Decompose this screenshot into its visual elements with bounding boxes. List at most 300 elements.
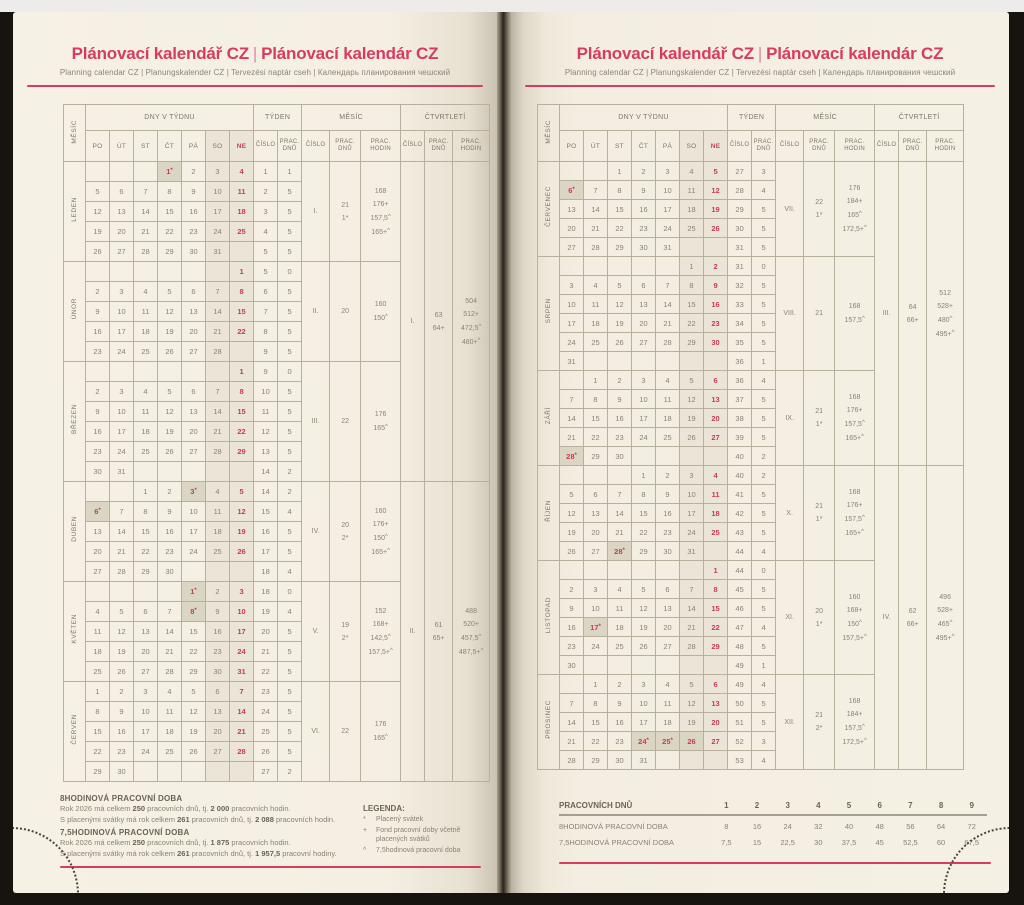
day-cell: 4 (134, 382, 158, 402)
month-hours-cell: 168 176+ 157,5^ 165+^ (835, 466, 875, 561)
col-prac-hodin: PRAC. HODIN (927, 131, 964, 162)
day-cell: 15 (134, 522, 158, 542)
day-cell (560, 675, 584, 694)
day-cell: 8 (158, 182, 182, 202)
conversion-value: 56 (906, 821, 915, 831)
conversion-value: 7,5 (721, 837, 732, 847)
day-cell: 5 (632, 580, 656, 599)
day-cell: 25 (86, 662, 110, 682)
month-name: ŘÍJEN (538, 466, 560, 561)
day-cell: 28 (584, 238, 608, 257)
day-cell (134, 162, 158, 182)
day-cell (656, 257, 680, 276)
day-cell: 15 (584, 713, 608, 732)
week-number-cell: 27 (254, 762, 278, 782)
day-cell: 1 (608, 162, 632, 181)
day-cell (182, 362, 206, 382)
day-cell: 30 (632, 238, 656, 257)
conversion-row-label: 8HODINOVÁ PRACOVNÍ DOBA (559, 821, 668, 831)
legend-text: Placený svátek (376, 816, 424, 823)
day-cell: 7 (134, 182, 158, 202)
day-cell: 27 (632, 333, 656, 352)
col-prac-dnu: PRAC. DNŮ (752, 131, 776, 162)
day-cell (230, 762, 254, 782)
week-number-cell: 30 (728, 219, 752, 238)
day-cell: 15 (182, 622, 206, 642)
conversion-value: 32 (814, 821, 823, 831)
day-cell: 18 (134, 422, 158, 442)
day-cell: 13 (704, 694, 728, 713)
day-cell: 16 (206, 622, 230, 642)
day-cell: 14 (560, 409, 584, 428)
day-cell: 1 (632, 466, 656, 485)
day-cell: 10 (584, 599, 608, 618)
month-workdays-cell: 20 (330, 262, 361, 362)
day-cell: 27 (704, 732, 728, 751)
day-cell: 30 (704, 333, 728, 352)
day-cell: 12 (680, 694, 704, 713)
day-cell (632, 257, 656, 276)
day-cell: 9 (608, 390, 632, 409)
day-cell: 19 (632, 618, 656, 637)
day-cell: 8 (680, 276, 704, 295)
day-cell: 15 (704, 599, 728, 618)
day-cell (134, 582, 158, 602)
day-cell: 23 (182, 222, 206, 242)
day-cell: 21 (134, 222, 158, 242)
day-cell (158, 762, 182, 782)
quarter-hours-cell: 512 528+ 480^ 495+^ (927, 162, 964, 466)
day-cell: 27 (182, 342, 206, 362)
month-roman-cell: IX. (776, 371, 804, 466)
month-workdays-cell: 20 2* (330, 482, 361, 582)
day-cell: 4 (656, 675, 680, 694)
day-cell: 25 (158, 742, 182, 762)
day-cell (656, 751, 680, 770)
day-cell (86, 482, 110, 502)
week-workdays-cell: 5 (752, 238, 776, 257)
day-cell: 11 (158, 702, 182, 722)
conversion-value: 30 (814, 837, 823, 847)
week-workdays-cell: 5 (278, 682, 302, 702)
week-workdays-cell: 0 (752, 561, 776, 580)
week-workdays-cell: 5 (278, 662, 302, 682)
day-cell (206, 262, 230, 282)
week-workdays-cell: 5 (752, 428, 776, 447)
day-cell (230, 242, 254, 262)
day-cell: 19 (680, 713, 704, 732)
week-workdays-cell: 5 (278, 382, 302, 402)
day-cell: 3 (632, 371, 656, 390)
day-cell (206, 362, 230, 382)
week-workdays-cell: 5 (278, 322, 302, 342)
page-subtitle: Planning calendar CZ | Planungskalender CZ | Tervezési naptár cseh | Календарь планирования чешский (59, 68, 451, 77)
day-cell: 7 (656, 276, 680, 295)
day-cell (704, 542, 728, 561)
week-number-cell: 45 (728, 580, 752, 599)
day-cell: 26 (158, 342, 182, 362)
day-cell (680, 751, 704, 770)
footer-line: Rok 2026 má celkem 250 pracovních dnů, tj. 2 000 pracovních hodin. (60, 804, 291, 813)
day-cell: 31 (230, 662, 254, 682)
day-cell: 1 (704, 561, 728, 580)
day-cell: 16 (110, 722, 134, 742)
quarter-roman-cell: I. (401, 162, 425, 482)
week-workdays-cell: 5 (278, 722, 302, 742)
day-cell: 23 (86, 342, 110, 362)
day-cell: 23 (632, 219, 656, 238)
day-cell: 18 (608, 618, 632, 637)
day-cell: 5 (680, 371, 704, 390)
col-prac-dnu: PRAC. DNŮ (804, 131, 835, 162)
day-cell: 1 (134, 482, 158, 502)
day-cell (608, 352, 632, 371)
day-cell: 30 (560, 656, 584, 675)
week-number-cell: 7 (254, 302, 278, 322)
day-cell: 5 (230, 482, 254, 502)
day-cell: 26 (560, 542, 584, 561)
month-roman-cell: V. (302, 582, 330, 682)
day-cell: 6 (584, 485, 608, 504)
day-cell: 22 (182, 642, 206, 662)
conversion-col: 6 (877, 800, 882, 810)
week-number-cell: 40 (728, 466, 752, 485)
day-header-ČT: ČT (158, 131, 182, 162)
day-cell: 17 (656, 200, 680, 219)
day-cell: 31 (656, 238, 680, 257)
day-cell: 29 (158, 242, 182, 262)
conversion-col: 4 (816, 800, 821, 810)
day-cell: 5 (608, 276, 632, 295)
day-cell: 17 (230, 622, 254, 642)
day-cell: 19 (230, 522, 254, 542)
day-cell: 28 (560, 751, 584, 770)
day-cell: 21 (656, 314, 680, 333)
group-month: MĚSÍC (776, 105, 875, 131)
day-cell (632, 656, 656, 675)
planning-calendar-table (537, 104, 964, 770)
month-hours-cell: 176 184+ 165^ 172,5+^ (835, 162, 875, 257)
day-cell: 15 (680, 295, 704, 314)
quarter-roman-cell: II. (401, 482, 425, 782)
week-workdays-cell: 5 (752, 314, 776, 333)
day-cell: 31 (110, 462, 134, 482)
day-cell: 13 (584, 504, 608, 523)
day-cell: 2 (560, 580, 584, 599)
day-cell: 24 (632, 428, 656, 447)
title-separator: | (757, 44, 763, 63)
week-workdays-cell: 5 (752, 694, 776, 713)
day-cell: 7 (584, 181, 608, 200)
week-workdays-cell: 5 (278, 642, 302, 662)
day-cell: 3 (632, 675, 656, 694)
conversion-col: 2 (754, 800, 760, 810)
day-cell: 27 (206, 742, 230, 762)
conversion-col: 7 (908, 800, 913, 810)
day-cell: 16 (560, 618, 584, 637)
day-cell: 14 (680, 599, 704, 618)
working-hours-text (60, 791, 363, 859)
day-cell: 7 (158, 602, 182, 622)
day-cell: 22 (230, 322, 254, 342)
col-cislo: ČÍSLO (254, 131, 278, 162)
day-cell (134, 362, 158, 382)
month-roman-cell: VIII. (776, 257, 804, 371)
week-number-cell: 49 (728, 675, 752, 694)
conversion-col: 3 (785, 800, 790, 810)
day-cell: 22 (230, 422, 254, 442)
day-cell: 10 (110, 302, 134, 322)
week-number-cell: 14 (254, 462, 278, 482)
day-cell: 26 (608, 333, 632, 352)
conversion-col: 5 (846, 800, 852, 810)
day-cell: 10 (134, 702, 158, 722)
week-workdays-cell: 5 (752, 333, 776, 352)
day-cell: 22 (86, 742, 110, 762)
day-cell: 27 (584, 542, 608, 561)
day-cell: 11 (704, 485, 728, 504)
week-workdays-cell: 5 (752, 295, 776, 314)
day-cell: 12 (110, 622, 134, 642)
month-roman-cell: XI. (776, 561, 804, 675)
day-cell: 6 (704, 371, 728, 390)
day-cell: 15 (584, 409, 608, 428)
day-cell: 13 (182, 402, 206, 422)
week-workdays-cell: 5 (278, 402, 302, 422)
week-number-cell: 20 (254, 622, 278, 642)
legend-title: LEGENDA: (363, 804, 405, 813)
day-cell (110, 362, 134, 382)
day-cell: 24 (656, 219, 680, 238)
day-cell: 9 (182, 182, 206, 202)
day-cell: 15 (158, 202, 182, 222)
day-cell: 19 (158, 422, 182, 442)
week-number-cell: 5 (254, 242, 278, 262)
day-cell: 6 (632, 276, 656, 295)
week-number-cell: 11 (254, 402, 278, 422)
week-workdays-cell: 5 (278, 202, 302, 222)
quarter-hours-cell: 504 512+ 472,5^ 480+^ (453, 162, 490, 482)
week-workdays-cell: 2 (278, 762, 302, 782)
conversion-value: 72 (967, 821, 976, 831)
day-cell: 8 (134, 502, 158, 522)
day-cell: 21 (560, 428, 584, 447)
day-cell: 28 (206, 342, 230, 362)
month-name: SRPEN (538, 257, 560, 371)
day-header-PÁ: PÁ (182, 131, 206, 162)
week-number-cell: 6 (254, 282, 278, 302)
day-cell: 28* (560, 447, 584, 466)
day-cell: 22 (584, 428, 608, 447)
week-number-cell: 31 (728, 257, 752, 276)
day-cell: 5 (560, 485, 584, 504)
day-cell: 28 (230, 742, 254, 762)
conversion-value: 45 (875, 837, 884, 847)
day-cell: 28 (680, 637, 704, 656)
col-mesic-vertical: MĚSÍC (64, 105, 86, 162)
week-number-cell: 22 (254, 662, 278, 682)
day-header-ST: ST (134, 131, 158, 162)
week-workdays-cell: 5 (752, 409, 776, 428)
week-number-cell: 10 (254, 382, 278, 402)
day-cell: 26 (680, 428, 704, 447)
day-cell: 15 (230, 402, 254, 422)
day-cell: 26 (680, 732, 704, 751)
day-cell: 1* (158, 162, 182, 182)
week-number-cell: 17 (254, 542, 278, 562)
week-number-cell: 9 (254, 362, 278, 382)
day-cell: 8 (632, 485, 656, 504)
day-cell: 14 (656, 295, 680, 314)
week-workdays-cell: 5 (752, 713, 776, 732)
footer-line: S placenými svátky má rok celkem 261 pracovních dnů, tj. 1 957,5 pracovní hodiny. (60, 848, 337, 858)
week-workdays-cell: 4 (278, 602, 302, 622)
day-cell: 12 (158, 302, 182, 322)
month-name: ČERVENEC (538, 162, 560, 257)
day-cell: 26 (158, 442, 182, 462)
day-cell: 25 (704, 523, 728, 542)
day-cell: 22 (158, 222, 182, 242)
day-cell (584, 162, 608, 181)
week-number-cell: 24 (254, 702, 278, 722)
photo-background (0, 0, 1024, 12)
day-cell: 11 (608, 599, 632, 618)
day-cell: 5 (86, 182, 110, 202)
day-header-PO: PO (86, 131, 110, 162)
calendar-left-wrap (63, 104, 497, 782)
day-header-SO: SO (206, 131, 230, 162)
day-cell: 2 (182, 162, 206, 182)
day-cell: 9 (158, 502, 182, 522)
day-cell: 12 (560, 504, 584, 523)
week-workdays-cell: 5 (278, 302, 302, 322)
day-cell (158, 262, 182, 282)
footer-rule (60, 866, 481, 868)
day-cell (584, 257, 608, 276)
day-cell: 9 (608, 694, 632, 713)
day-cell: 27 (110, 242, 134, 262)
title-rule (525, 85, 995, 87)
day-cell: 9 (632, 181, 656, 200)
day-cell: 14 (158, 622, 182, 642)
day-cell (704, 751, 728, 770)
week-workdays-cell: 2 (752, 447, 776, 466)
day-cell: 15 (632, 504, 656, 523)
conversion-divider (559, 814, 987, 816)
col-prac-dnu: PRAC. DNŮ (278, 131, 302, 162)
day-cell: 2 (86, 282, 110, 302)
day-header-SO: SO (680, 131, 704, 162)
day-cell: 24 (134, 742, 158, 762)
week-workdays-cell: 4 (752, 181, 776, 200)
day-cell: 29 (584, 447, 608, 466)
day-cell: 28 (206, 442, 230, 462)
day-cell: 13 (86, 522, 110, 542)
day-cell: 10 (632, 390, 656, 409)
week-workdays-cell: 1 (278, 162, 302, 182)
day-cell: 25 (656, 428, 680, 447)
day-cell: 24 (110, 442, 134, 462)
month-hours-cell: 160 150^ (361, 262, 401, 362)
day-cell: 20 (560, 219, 584, 238)
week-workdays-cell: 1 (752, 352, 776, 371)
day-cell: 6 (704, 675, 728, 694)
day-cell: 27 (704, 428, 728, 447)
day-cell: 6 (182, 382, 206, 402)
month-name: ČERVEN (64, 682, 86, 782)
week-workdays-cell: 5 (278, 222, 302, 242)
day-cell: 26 (704, 219, 728, 238)
col-prac-dnu: PRAC. DNŮ (899, 131, 927, 162)
legend-symbol: ^ (363, 846, 367, 854)
day-cell: 30 (110, 762, 134, 782)
day-cell: 30 (182, 242, 206, 262)
day-cell (110, 582, 134, 602)
day-cell: 27 (182, 442, 206, 462)
month-name: PROSINEC (538, 675, 560, 770)
week-number-cell: 35 (728, 333, 752, 352)
day-cell (86, 162, 110, 182)
day-cell (206, 762, 230, 782)
day-cell: 19 (704, 200, 728, 219)
day-cell: 23 (608, 732, 632, 751)
day-cell (584, 656, 608, 675)
day-cell: 13 (632, 295, 656, 314)
month-roman-cell: VI. (302, 682, 330, 782)
day-cell: 31 (560, 352, 584, 371)
day-cell (182, 562, 206, 582)
day-cell: 3 (110, 382, 134, 402)
day-cell: 21 (584, 219, 608, 238)
month-name: BŘEZEN (64, 362, 86, 482)
month-name: DUBEN (64, 482, 86, 582)
day-cell (608, 466, 632, 485)
day-cell: 1 (584, 371, 608, 390)
day-cell: 30 (206, 662, 230, 682)
day-cell (560, 561, 584, 580)
conversion-value: 16 (752, 821, 762, 831)
week-number-cell: 39 (728, 428, 752, 447)
day-cell: 31 (680, 542, 704, 561)
day-cell: 7 (110, 502, 134, 522)
week-number-cell: 42 (728, 504, 752, 523)
day-cell: 19 (110, 642, 134, 662)
day-cell: 29 (608, 238, 632, 257)
month-hours-cell: 160 176+ 150^ 165+^ (361, 482, 401, 582)
conversion-col: 1 (724, 800, 729, 810)
quarter-roman-cell: III. (875, 162, 899, 466)
month-roman-cell: IV. (302, 482, 330, 582)
day-cell: 11 (680, 181, 704, 200)
day-header-PO: PO (560, 131, 584, 162)
day-cell: 4 (206, 482, 230, 502)
month-name: LEDEN (64, 162, 86, 262)
day-cell: 6* (560, 181, 584, 200)
day-cell: 3 (656, 162, 680, 181)
day-cell: 29 (86, 762, 110, 782)
week-workdays-cell: 2 (278, 482, 302, 502)
day-cell: 2 (86, 382, 110, 402)
day-cell: 16 (86, 322, 110, 342)
week-workdays-cell: 4 (278, 502, 302, 522)
week-number-cell: 15 (254, 502, 278, 522)
day-cell: 24 (680, 523, 704, 542)
conversion-value: 15 (752, 837, 762, 847)
footer-rule (559, 862, 991, 864)
conversion-row (559, 834, 987, 850)
day-cell: 17 (632, 409, 656, 428)
day-cell: 18 (584, 314, 608, 333)
